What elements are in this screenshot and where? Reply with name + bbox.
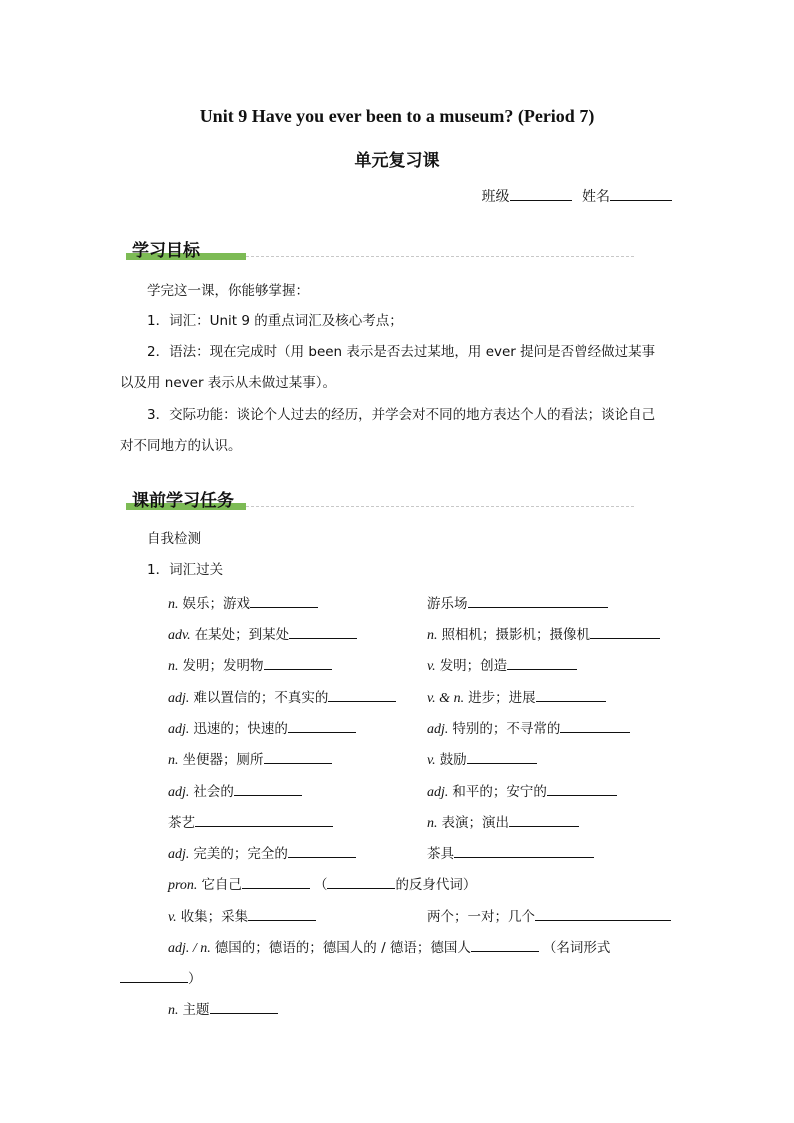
vocab-meaning: 照相机；摄影机；摄像机 [441,627,590,643]
vocab-item [168,842,356,863]
part-of-speech: adj. [427,722,449,737]
vocab-meaning: 游乐场 [427,596,468,612]
part-of-speech: v. & n. [427,691,465,706]
goals-item-3-line-1: 3．交际功能：谈论个人过去的经历，并学会对不同的地方表达个人的看法；谈论自己 [147,407,656,423]
answer-blank[interactable] [288,843,356,858]
part-of-speech: adj. [168,847,190,862]
vocab-item [427,623,660,644]
part-of-speech: n. [168,597,179,612]
answer-blank[interactable] [471,937,539,952]
answer-blank[interactable] [242,874,310,889]
vocab-item [168,936,610,957]
paren-close: ） [188,971,202,987]
vocab-meaning: 发明；创造 [439,658,508,674]
vocab-meaning: 它自己 [201,877,242,893]
heading-dashed-rule [246,256,634,257]
answer-blank[interactable] [289,624,357,639]
answer-blank[interactable] [210,999,278,1014]
section-heading-goals [124,234,634,264]
part-of-speech: adv. [168,628,191,643]
name-blank[interactable] [610,186,672,201]
vocab-meaning: 在某处；到某处 [194,627,290,643]
vocab-item [168,623,357,644]
part-of-speech: v. [168,910,177,925]
vocab-meaning: 迅速的；快速的 [193,721,288,737]
class-label: 班级 [481,189,510,205]
vocab-item [427,717,630,738]
goals-item-3-line-2: 对不同地方的认识。 [120,438,242,454]
vocab-item [427,842,594,862]
vocab-item [427,811,579,832]
vocab-meaning: 特别的；不寻常的 [452,721,561,737]
part-of-speech: n. [427,628,438,643]
part-of-speech: v. [427,659,436,674]
page-title: Unit 9 Have you ever been to a museum? (Period 7) [199,106,595,126]
vocab-item [168,686,396,707]
part-of-speech: pron. [168,878,198,893]
answer-blank[interactable] [195,812,333,827]
part-of-speech: adj. [168,691,190,706]
vocab-item [168,780,302,801]
vocab-note: （名词形式 [542,940,611,956]
name-label: 姓名 [582,189,610,205]
vocab-item [168,998,278,1019]
paren-open: （ [313,877,328,893]
goals-intro: 学完这一课，你能够掌握： [147,283,309,299]
answer-blank[interactable] [536,687,606,702]
vocab-meaning: 德国的；德语的；德国人的 / 德语；德国人 [214,940,471,956]
goals-item-2-line-1: 2．语法：现在完成时（用 been 表示是否去过某地，用 ever 提问是否曾经做过某事 [147,344,656,360]
goals-item-1: 1．词汇：Unit 9 的重点词汇及核心考点； [147,313,403,329]
answer-blank[interactable] [454,843,594,858]
answer-blank[interactable] [264,655,332,670]
answer-blank[interactable] [328,687,396,702]
part-of-speech: n. [168,659,179,674]
answer-blank[interactable] [248,906,316,921]
vocab-meaning: 茶艺 [168,815,195,831]
vocab-item [168,748,332,769]
vocab-meaning: 两个；一对；几个 [427,909,535,925]
answer-blank[interactable] [590,624,660,639]
answer-blank[interactable] [560,718,630,733]
vocab-meaning: 社会的 [193,784,234,800]
self-check-label: 自我检测 [147,531,201,547]
vocab-meaning: 进步；进展 [468,690,536,706]
part-of-speech: v. [427,753,436,768]
part-of-speech: n. [168,1003,179,1018]
answer-blank[interactable] [467,749,537,764]
vocab-item [427,780,617,801]
answer-blank[interactable] [327,874,395,889]
section-heading-label: 学习目标 [132,241,200,261]
answer-blank[interactable] [547,781,617,796]
answer-blank[interactable] [468,593,608,608]
class-name-line [482,186,672,206]
answer-blank[interactable] [234,781,302,796]
vocab-item [168,592,318,613]
class-blank[interactable] [510,186,572,201]
vocab-note: 的反身代词） [395,877,477,893]
vocab-meaning: 表演；演出 [441,815,509,831]
part-of-speech: n. [168,753,179,768]
vocab-item [168,811,333,831]
goals-item-2-line-2: 以及用 never 表示从未做过某事）。 [120,375,337,391]
vocab-meaning: 主题 [182,1002,210,1018]
section-heading-tasks [124,484,634,514]
vocab-item-continued [120,967,202,987]
vocab-item [427,654,577,675]
vocab-item [168,873,476,894]
vocab-item [427,748,537,769]
vocab-meaning: 发明；发明物 [182,658,264,674]
vocab-meaning: 和平的；安宁的 [452,784,547,800]
vocab-meaning: 茶具 [427,846,454,862]
vocab-item [427,686,606,707]
vocab-meaning: 娱乐；游戏 [182,596,250,612]
part-of-speech: adj. [168,722,190,737]
vocab-title: 1．词汇过关 [147,562,224,578]
heading-dashed-rule [246,506,634,507]
answer-blank[interactable] [535,906,671,921]
part-of-speech: n. [427,816,438,831]
answer-blank[interactable] [288,718,356,733]
answer-blank[interactable] [264,749,332,764]
vocab-item [427,592,608,612]
answer-blank[interactable] [509,812,579,827]
vocab-item [168,654,332,675]
section-heading-label: 课前学习任务 [132,491,234,511]
vocab-item [168,717,356,738]
part-of-speech: adj. / n. [168,941,211,956]
vocab-meaning: 收集；采集 [180,909,249,925]
vocab-meaning: 难以置信的；不真实的 [193,690,329,706]
answer-blank[interactable] [507,655,577,670]
vocab-item [427,905,671,925]
page-subtitle: 单元复习课 [354,151,440,171]
vocab-item [168,905,316,926]
vocab-meaning: 完美的；完全的 [193,846,288,862]
part-of-speech: adj. [427,785,449,800]
vocab-meaning: 鼓励 [439,752,467,768]
answer-blank[interactable] [250,593,318,608]
answer-blank[interactable] [120,968,188,983]
vocab-meaning: 坐便器；厕所 [182,752,264,768]
part-of-speech: adj. [168,785,190,800]
